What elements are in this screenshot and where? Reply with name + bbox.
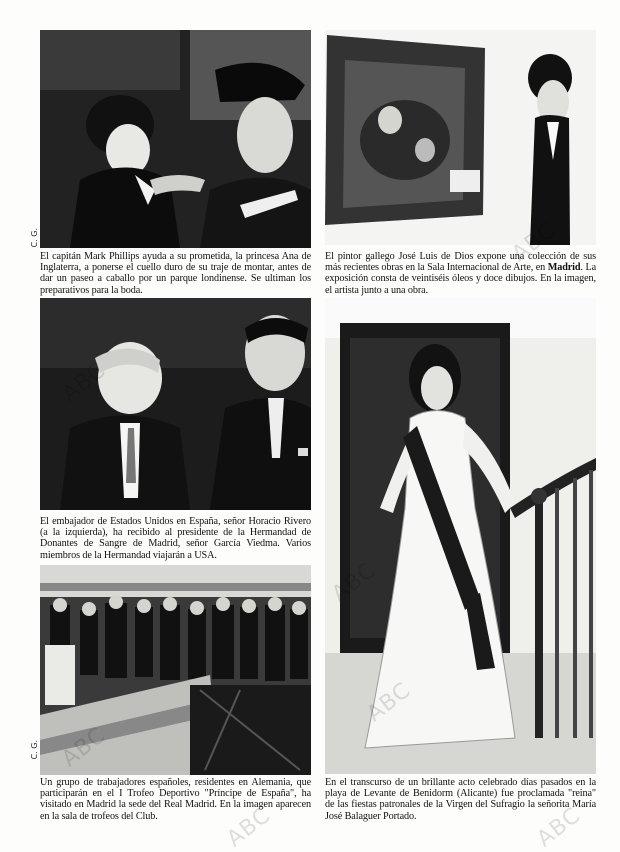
caption-ambassador-text: El embajador de Estados Unidos en España, señor Horacio Rivero (a la izquierda), ha recibido al presidente de la Hermandad de Donantes de Sangre de Madrid, señor García Viedma. Varios miembros de la Hermandad viajarán a USA. (40, 516, 311, 561)
caption-reina-text: En el transcurso de un brillante acto celebrado días pasados en la playa de Levante de Benidorm (Alicante) fue proclamada "reina" de las fiestas patronales de la Virgen del Sufragio la señorita María José Balaguer Portado. (325, 777, 596, 822)
photo-ambassador (40, 298, 311, 510)
caption-painter-text-1: El pintor gallego José Luis de Dios expone una colección de sus más recientes obras en la Sala Internacional de Arte, en (325, 251, 596, 274)
side-mark-bottom: C. G. (30, 740, 39, 760)
watermark-abc: ABC (532, 802, 586, 852)
caption-reina (325, 777, 596, 822)
caption-painter-text-2: . La exposición consta de veintiséis óleos y doce dibujos. En la imagen, el artista junto a una obra. (325, 262, 596, 296)
side-mark-top: C. G. (30, 228, 39, 248)
photo-reina (325, 298, 596, 774)
caption-workers (40, 777, 311, 822)
caption-phillips-text: El capitán Mark Phillips ayuda a su prometida, la princesa Ana de Inglaterra, a ponerse el cuello duro de su traje de montar, antes de dar un paseo a caballo por un parque londinense. Se ultiman los preparativos para la boda. (40, 251, 311, 296)
caption-phillips (40, 251, 311, 296)
caption-workers-text: Un grupo de trabajadores españoles, residentes en Alemania, que participarán en el I Trofeo Deportivo "Príncipe de España", ha visitado en Madrid la sede del Real Madrid. En la imagen aparecen en la sala de trofeos del Club. (40, 777, 311, 822)
photo-phillips (40, 30, 311, 248)
caption-painter-bold: Madrid (547, 262, 581, 274)
caption-ambassador (40, 516, 311, 561)
photo-workers (40, 565, 311, 775)
caption-painter (325, 251, 596, 296)
photo-painter (325, 30, 596, 245)
watermark-abc: ABC (222, 802, 276, 852)
